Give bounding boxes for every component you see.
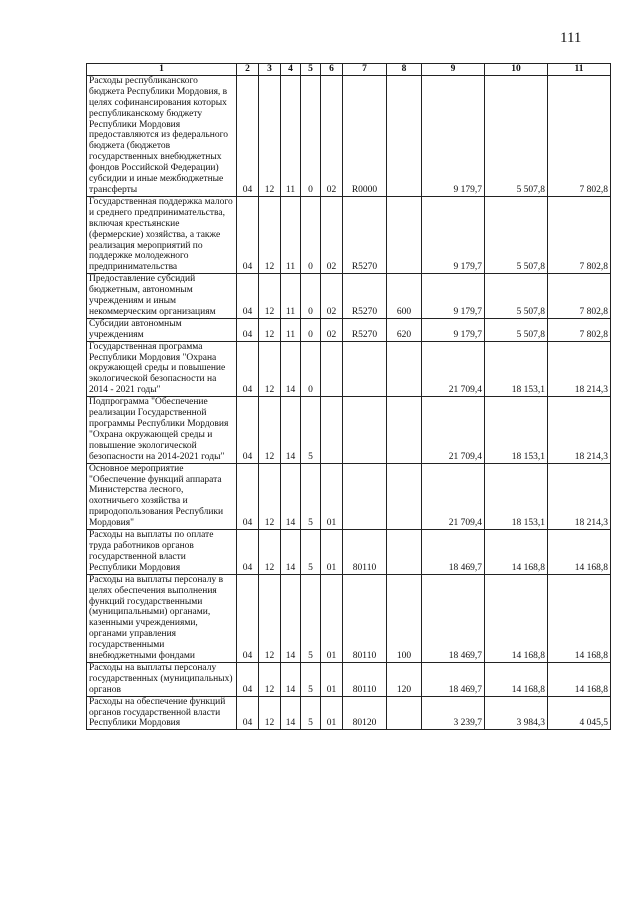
direction-code: R5270 bbox=[343, 318, 387, 341]
amount-col-11: 18 214,3 bbox=[548, 397, 611, 463]
direction-code: R0000 bbox=[343, 75, 387, 196]
program-code: 14 bbox=[281, 530, 301, 575]
header-col-9: 9 bbox=[422, 64, 485, 76]
amount-col-10: 14 168,8 bbox=[485, 662, 548, 696]
row-name: Субсидии автономным учреждениям bbox=[87, 318, 237, 341]
subsection-code: 12 bbox=[259, 463, 281, 529]
event-code: 01 bbox=[321, 530, 343, 575]
subprogram-code: 0 bbox=[301, 75, 321, 196]
table-row bbox=[87, 574, 611, 662]
amount-col-9: 21 709,4 bbox=[422, 463, 485, 529]
section-code: 04 bbox=[237, 463, 259, 529]
header-col-11: 11 bbox=[548, 64, 611, 76]
subprogram-code: 0 bbox=[301, 274, 321, 319]
program-code: 14 bbox=[281, 574, 301, 662]
table-row bbox=[87, 463, 611, 529]
table-row bbox=[87, 696, 611, 730]
program-code: 14 bbox=[281, 397, 301, 463]
direction-code: 80110 bbox=[343, 662, 387, 696]
subprogram-code: 5 bbox=[301, 463, 321, 529]
header-col-10: 10 bbox=[485, 64, 548, 76]
program-code: 11 bbox=[281, 318, 301, 341]
amount-col-11: 18 214,3 bbox=[548, 341, 611, 397]
subsection-code: 12 bbox=[259, 574, 281, 662]
row-name: Государственная поддержка малого и среднего предпринимательства, включая крестьянские (фермерские) хозяйства, а также реализация мероприятий по поддержке молодежного предпринимательства bbox=[87, 196, 237, 273]
amount-col-9: 3 239,7 bbox=[422, 696, 485, 730]
row-name: Расходы республиканского бюджета Республики Мордовия, в целях софинансирования которых республиканскому бюджету Республики Мордовия предоставляются из федерального бюджета (бюджетов государственных внебюджетных фондов Российской Федерации) субсидии и иные межбюджетные трансферты bbox=[87, 75, 237, 196]
direction-code bbox=[343, 463, 387, 529]
expense-type-code bbox=[387, 696, 422, 730]
direction-code: 80120 bbox=[343, 696, 387, 730]
amount-col-11: 14 168,8 bbox=[548, 530, 611, 575]
expense-type-code: 620 bbox=[387, 318, 422, 341]
section-code: 04 bbox=[237, 530, 259, 575]
amount-col-10: 18 153,1 bbox=[485, 341, 548, 397]
amount-col-10: 5 507,8 bbox=[485, 75, 548, 196]
subsection-code: 12 bbox=[259, 530, 281, 575]
event-code: 02 bbox=[321, 196, 343, 273]
subsection-code: 12 bbox=[259, 196, 281, 273]
event-code: 01 bbox=[321, 662, 343, 696]
direction-code bbox=[343, 397, 387, 463]
amount-col-9: 9 179,7 bbox=[422, 75, 485, 196]
event-code: 01 bbox=[321, 574, 343, 662]
table-row bbox=[87, 274, 611, 319]
row-name: Государственная программа Республики Мордовия "Охрана окружающей среды и повышение экологической безопасности на 2014 - 2021 годы" bbox=[87, 341, 237, 397]
section-code: 04 bbox=[237, 662, 259, 696]
direction-code: 80110 bbox=[343, 574, 387, 662]
row-name: Расходы на выплаты по оплате труда работников органов государственной власти Республики Мордовия bbox=[87, 530, 237, 575]
amount-col-9: 9 179,7 bbox=[422, 318, 485, 341]
table-row bbox=[87, 662, 611, 696]
amount-col-11: 7 802,8 bbox=[548, 274, 611, 319]
subsection-code: 12 bbox=[259, 341, 281, 397]
amount-col-10: 5 507,8 bbox=[485, 196, 548, 273]
table-row bbox=[87, 318, 611, 341]
amount-col-9: 21 709,4 bbox=[422, 341, 485, 397]
subsection-code: 12 bbox=[259, 662, 281, 696]
amount-col-9: 18 469,7 bbox=[422, 530, 485, 575]
table-row bbox=[87, 196, 611, 273]
header-row bbox=[87, 64, 611, 76]
subprogram-code: 5 bbox=[301, 696, 321, 730]
program-code: 11 bbox=[281, 274, 301, 319]
subsection-code: 12 bbox=[259, 397, 281, 463]
row-name: Расходы на выплаты персоналу в целях обеспечения выполнения функций государственными (муниципальными) органами, казенными учреждениями, органами управления государственными внебюджетными фондами bbox=[87, 574, 237, 662]
amount-col-10: 14 168,8 bbox=[485, 574, 548, 662]
budget-table bbox=[86, 63, 611, 730]
row-name: Расходы на обеспечение функций органов государственной власти Республики Мордовия bbox=[87, 696, 237, 730]
program-code: 11 bbox=[281, 75, 301, 196]
section-code: 04 bbox=[237, 397, 259, 463]
amount-col-11: 18 214,3 bbox=[548, 463, 611, 529]
subsection-code: 12 bbox=[259, 75, 281, 196]
expense-type-code bbox=[387, 397, 422, 463]
page-number: 111 bbox=[560, 30, 582, 46]
expense-type-code: 600 bbox=[387, 274, 422, 319]
program-code: 14 bbox=[281, 463, 301, 529]
direction-code: 80110 bbox=[343, 530, 387, 575]
event-code bbox=[321, 397, 343, 463]
subprogram-code: 0 bbox=[301, 196, 321, 273]
subprogram-code: 5 bbox=[301, 574, 321, 662]
section-code: 04 bbox=[237, 196, 259, 273]
subprogram-code: 5 bbox=[301, 662, 321, 696]
amount-col-11: 7 802,8 bbox=[548, 75, 611, 196]
event-code: 01 bbox=[321, 463, 343, 529]
section-code: 04 bbox=[237, 341, 259, 397]
expense-type-code bbox=[387, 75, 422, 196]
header-col-5: 5 bbox=[301, 64, 321, 76]
subsection-code: 12 bbox=[259, 274, 281, 319]
event-code: 02 bbox=[321, 318, 343, 341]
subprogram-code: 5 bbox=[301, 397, 321, 463]
event-code: 02 bbox=[321, 75, 343, 196]
amount-col-9: 18 469,7 bbox=[422, 662, 485, 696]
section-code: 04 bbox=[237, 574, 259, 662]
expense-type-code bbox=[387, 530, 422, 575]
program-code: 14 bbox=[281, 662, 301, 696]
subsection-code: 12 bbox=[259, 696, 281, 730]
section-code: 04 bbox=[237, 696, 259, 730]
expense-type-code: 100 bbox=[387, 574, 422, 662]
expense-type-code bbox=[387, 196, 422, 273]
event-code: 02 bbox=[321, 274, 343, 319]
header-col-4: 4 bbox=[281, 64, 301, 76]
direction-code: R5270 bbox=[343, 274, 387, 319]
header-col-6: 6 bbox=[321, 64, 343, 76]
header-col-1: 1 bbox=[87, 64, 237, 76]
amount-col-11: 7 802,8 bbox=[548, 196, 611, 273]
header-col-3: 3 bbox=[259, 64, 281, 76]
amount-col-10: 18 153,1 bbox=[485, 463, 548, 529]
event-code bbox=[321, 341, 343, 397]
row-name: Основное мероприятие "Обеспечение функций аппарата Министерства лесного, охотничьего хозяйства и природопользования Республики Мордовия" bbox=[87, 463, 237, 529]
subsection-code: 12 bbox=[259, 318, 281, 341]
amount-col-9: 21 709,4 bbox=[422, 397, 485, 463]
table-body bbox=[87, 75, 611, 729]
expense-type-code: 120 bbox=[387, 662, 422, 696]
subprogram-code: 5 bbox=[301, 530, 321, 575]
table-row bbox=[87, 397, 611, 463]
program-code: 11 bbox=[281, 196, 301, 273]
row-name: Предоставление субсидий бюджетным, автономным учреждениям и иным некоммерческим организациям bbox=[87, 274, 237, 319]
header-col-8: 8 bbox=[387, 64, 422, 76]
amount-col-11: 14 168,8 bbox=[548, 662, 611, 696]
program-code: 14 bbox=[281, 341, 301, 397]
amount-col-10: 5 507,8 bbox=[485, 274, 548, 319]
amount-col-9: 9 179,7 bbox=[422, 196, 485, 273]
expense-type-code bbox=[387, 463, 422, 529]
subprogram-code: 0 bbox=[301, 341, 321, 397]
amount-col-10: 3 984,3 bbox=[485, 696, 548, 730]
amount-col-9: 9 179,7 bbox=[422, 274, 485, 319]
subprogram-code: 0 bbox=[301, 318, 321, 341]
direction-code bbox=[343, 341, 387, 397]
section-code: 04 bbox=[237, 274, 259, 319]
amount-col-10: 18 153,1 bbox=[485, 397, 548, 463]
direction-code: R5270 bbox=[343, 196, 387, 273]
header-col-2: 2 bbox=[237, 64, 259, 76]
expense-type-code bbox=[387, 341, 422, 397]
amount-col-10: 14 168,8 bbox=[485, 530, 548, 575]
amount-col-9: 18 469,7 bbox=[422, 574, 485, 662]
table-row bbox=[87, 75, 611, 196]
row-name: Расходы на выплаты персоналу государственных (муниципальных) органов bbox=[87, 662, 237, 696]
program-code: 14 bbox=[281, 696, 301, 730]
row-name: Подпрограмма "Обеспечение реализации Государственной программы Республики Мордовия "Охрана окружающей среды и повышение экологической безопасности на 2014-2021 годы" bbox=[87, 397, 237, 463]
event-code: 01 bbox=[321, 696, 343, 730]
header-col-7: 7 bbox=[343, 64, 387, 76]
table-row bbox=[87, 341, 611, 397]
amount-col-11: 7 802,8 bbox=[548, 318, 611, 341]
amount-col-11: 4 045,5 bbox=[548, 696, 611, 730]
amount-col-11: 14 168,8 bbox=[548, 574, 611, 662]
section-code: 04 bbox=[237, 75, 259, 196]
amount-col-10: 5 507,8 bbox=[485, 318, 548, 341]
section-code: 04 bbox=[237, 318, 259, 341]
table-row bbox=[87, 530, 611, 575]
